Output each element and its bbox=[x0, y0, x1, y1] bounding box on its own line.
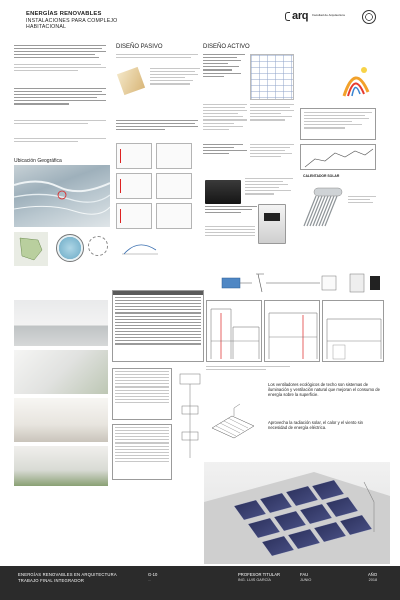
footer-group bbox=[148, 572, 157, 582]
floor-plans bbox=[116, 143, 198, 233]
active-text-2 bbox=[250, 104, 294, 123]
floor-plan-6 bbox=[156, 203, 192, 229]
footer-date bbox=[300, 572, 311, 582]
solar-radiation-diagram bbox=[340, 62, 370, 98]
header-title: ENERGÍAS RENOVABLES bbox=[26, 11, 102, 17]
faculty-logo bbox=[285, 10, 348, 22]
sun-path-icon bbox=[88, 236, 108, 256]
solar-heater-text bbox=[348, 196, 376, 205]
passive-sketch-image bbox=[117, 67, 145, 95]
footer bbox=[0, 566, 400, 600]
header bbox=[0, 0, 400, 36]
calc-table-3 bbox=[112, 424, 172, 480]
logo-mark-icon bbox=[285, 12, 290, 21]
footer-course-title: ENERGÍAS RENOVABLES EN ARQUITECTURA bbox=[18, 572, 117, 577]
location-map-image bbox=[14, 165, 110, 227]
active-text-1 bbox=[203, 104, 247, 132]
location-title: Ubicación Geográfica bbox=[14, 158, 62, 164]
passive-text bbox=[116, 54, 198, 60]
inverter-image bbox=[258, 204, 286, 244]
skylight-paragraph-2: Aprovecha la radiación solar, el calor y el viento sin necesidad de energía eléctrica. bbox=[268, 420, 363, 431]
region-map-image bbox=[14, 232, 48, 266]
intro-text-2 bbox=[14, 64, 106, 73]
floor-plan-4 bbox=[156, 173, 192, 199]
render-patio-image bbox=[14, 446, 108, 486]
battery-text bbox=[245, 178, 293, 197]
footer-course bbox=[18, 572, 117, 583]
plan-marker-3 bbox=[120, 209, 125, 223]
footer-year-value: 2018 bbox=[368, 578, 378, 582]
footer-course-subtitle: TRABAJO FINAL INTEGRADOR bbox=[18, 578, 85, 583]
solar-heater-title: CALENTADOR SOLAR bbox=[303, 174, 340, 178]
logo-caption: Facultad de Arquitectura bbox=[312, 13, 345, 18]
active-specs bbox=[203, 54, 245, 79]
footer-date-label: FAU bbox=[300, 572, 309, 577]
passive-bullets bbox=[150, 68, 200, 87]
render-interior-image bbox=[14, 350, 108, 394]
calc-table-2 bbox=[112, 368, 172, 420]
passive-design-title: DISEÑO PASIVO bbox=[116, 44, 163, 50]
calc-table bbox=[112, 290, 204, 362]
render-bedroom-image bbox=[14, 398, 108, 442]
active-text-3 bbox=[203, 144, 247, 156]
render-exterior-image bbox=[14, 300, 108, 346]
connection-diagram bbox=[176, 372, 204, 462]
footer-group-label: G-10 bbox=[148, 572, 158, 577]
battery-image bbox=[205, 180, 241, 204]
plan-marker-2 bbox=[120, 179, 125, 193]
active-design-title: DISEÑO ACTIVO bbox=[203, 44, 250, 50]
active-table-text bbox=[205, 226, 255, 238]
floor-plan-2 bbox=[156, 143, 192, 169]
footer-group-sub: ... bbox=[148, 578, 151, 582]
zoom-map-image bbox=[56, 234, 84, 262]
footer-date-value: JUNIO bbox=[300, 578, 312, 582]
inverter-specs bbox=[205, 206, 257, 215]
system-diagram bbox=[210, 270, 386, 296]
university-seal-icon bbox=[362, 10, 376, 24]
skylight-paragraph: Los ventiladores ecológicos de techo son sistemas de iluminación y ventilación natural que mejoran el consumo de energía sobre la superficie. bbox=[268, 382, 380, 398]
active-text-4 bbox=[250, 144, 294, 159]
logo-text: arq bbox=[292, 10, 309, 22]
intro-text-4 bbox=[14, 120, 106, 126]
passive-text-2 bbox=[116, 120, 198, 132]
map-coast-lines bbox=[14, 165, 110, 227]
footer-year bbox=[368, 572, 377, 582]
header-subtitle-2: HABITACIONAL bbox=[26, 24, 67, 30]
intro-text-5 bbox=[14, 138, 106, 144]
header-subtitle: INSTALACIONES PARA COMPLEJO bbox=[26, 17, 118, 24]
roof-vent-drawing bbox=[206, 398, 260, 452]
building-section-1 bbox=[206, 300, 262, 362]
solar-heater-image bbox=[300, 186, 344, 230]
active-spec-box bbox=[300, 108, 376, 140]
intro-text bbox=[14, 45, 106, 60]
section-captions bbox=[206, 366, 326, 372]
intro-text-3 bbox=[14, 88, 106, 107]
passive-section-diagram bbox=[120, 236, 160, 258]
footer-teacher-name: ING. LUIS GARCÍA bbox=[238, 578, 271, 582]
solar-panel-image bbox=[250, 54, 294, 100]
header-title-block bbox=[26, 11, 117, 30]
active-chart-box bbox=[300, 144, 376, 170]
building-section-2 bbox=[264, 300, 320, 362]
footer-teacher-label: PROFESOR TITULAR bbox=[238, 572, 281, 577]
rooftop-solar-render bbox=[204, 462, 390, 564]
footer-teacher bbox=[238, 572, 280, 582]
footer-year-label: AÑO bbox=[368, 572, 378, 577]
building-section-3 bbox=[322, 300, 384, 362]
plan-marker-1 bbox=[120, 149, 125, 163]
